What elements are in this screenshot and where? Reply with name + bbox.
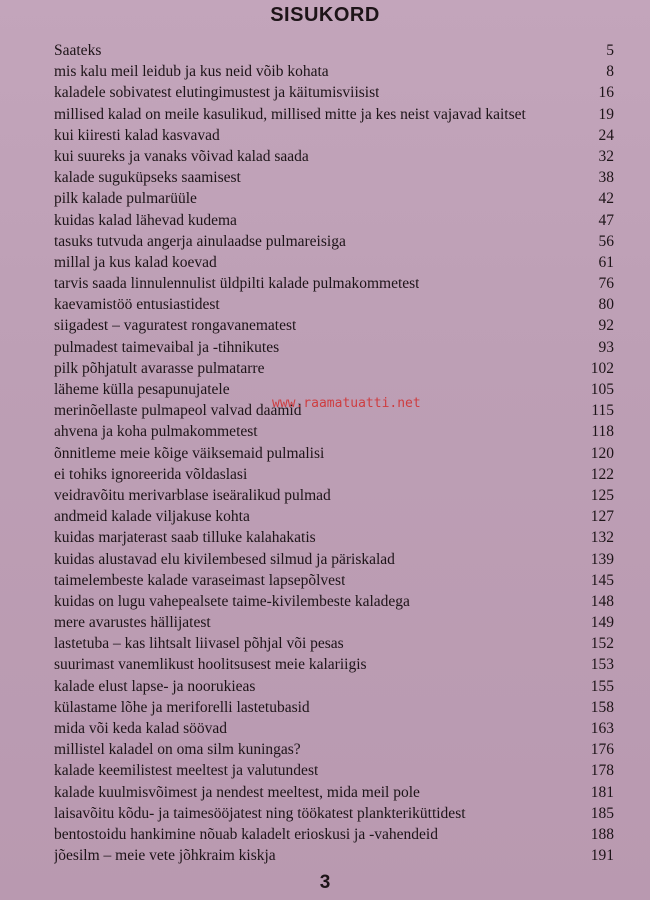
toc-entry-title: kuidas kalad lähevad kudema xyxy=(54,211,237,229)
toc-entry-title: kuidas marjaterast saab tilluke kalahakatis xyxy=(54,529,316,547)
toc-entry-title: millistel kaladel on oma silm kuningas? xyxy=(54,741,301,759)
toc-entry-title: kuidas alustavad elu kivilembesed silmud ja päriskalad xyxy=(54,550,395,568)
toc-entry-page: 120 xyxy=(590,444,614,462)
toc-entry-title: ahvena ja koha pulmakommetest xyxy=(54,423,258,441)
table-of-contents xyxy=(54,40,614,866)
toc-entry-title: külastame lõhe ja meriforelli lastetubasid xyxy=(54,698,310,716)
toc-entry xyxy=(54,252,614,273)
toc-entry-title: kalade kuulmisvõimest ja nendest meeltest, mida meil pole xyxy=(54,783,420,801)
toc-entry xyxy=(54,464,614,485)
toc-entry-title: millal ja kus kalad koevad xyxy=(54,253,217,271)
toc-entry xyxy=(54,633,614,654)
toc-entry-title: Saateks xyxy=(54,42,102,59)
toc-entry-title: kalade elust lapse- ja noorukieas xyxy=(54,677,256,695)
toc-entry-title: tasuks tutvuda angerja ainulaadse pulmareisiga xyxy=(54,232,346,250)
toc-entry-page: 115 xyxy=(591,402,614,420)
toc-entry xyxy=(54,337,614,358)
toc-entry-page: 92 xyxy=(598,317,614,335)
toc-entry-title: andmeid kalade viljakuse kohta xyxy=(54,508,250,526)
toc-entry xyxy=(54,676,614,697)
page-number: 3 xyxy=(319,872,331,893)
toc-entry xyxy=(54,443,614,464)
toc-entry-page: 16 xyxy=(598,84,614,102)
toc-entry xyxy=(54,549,614,570)
toc-entry-title: lastetuba – kas lihtsalt liivasel põhjal või pesas xyxy=(54,635,344,653)
toc-entry-page: 139 xyxy=(590,550,614,568)
toc-entry-page: 152 xyxy=(590,635,614,653)
toc-entry-page: 122 xyxy=(590,465,614,483)
page-title: SISUKORD xyxy=(270,4,380,26)
toc-entry xyxy=(54,104,614,125)
toc-entry-title: kalade suguküpseks saamisest xyxy=(54,169,241,187)
toc-entry-title: kaevamistöö entusiastidest xyxy=(54,296,220,314)
toc-entry xyxy=(54,697,614,718)
toc-entry xyxy=(54,421,614,442)
toc-entry xyxy=(54,570,614,591)
toc-entry-page: 24 xyxy=(598,126,614,144)
toc-entry xyxy=(54,591,614,612)
toc-entry xyxy=(54,40,614,61)
toc-entry xyxy=(54,718,614,739)
toc-entry-page: 132 xyxy=(590,529,614,547)
toc-entry-title: mere avarustes hällijatest xyxy=(54,614,211,632)
toc-entry-page: 127 xyxy=(590,508,614,526)
toc-entry-page: 105 xyxy=(590,381,614,398)
toc-entry xyxy=(54,760,614,781)
toc-entry-page: 153 xyxy=(590,656,614,674)
toc-entry-page: 19 xyxy=(598,105,614,123)
toc-entry xyxy=(54,188,614,209)
toc-entry-title: kui suureks ja vanaks võivad kalad saada xyxy=(54,147,309,165)
toc-entry-title: bentostoidu hankimine nõuab kaladelt erioskusi ja -vahendeid xyxy=(54,825,438,843)
toc-entry xyxy=(54,231,614,252)
toc-entry-title: tarvis saada linnulennulist üldpilti kalade pulmakommetest xyxy=(54,275,420,293)
toc-entry xyxy=(54,782,614,803)
toc-entry xyxy=(54,358,614,379)
toc-entry-title: ei tohiks ignoreerida võldaslasi xyxy=(54,465,248,483)
toc-entry-title: laisavõitu kõdu- ja taimesööjatest ning töökatest plankteriküttidest xyxy=(54,804,466,822)
toc-entry-title: kaladele sobivatest elutingimustest ja käitumisviisist xyxy=(54,84,380,102)
toc-entry-page: 178 xyxy=(590,762,614,780)
toc-entry-title: millised kalad on meile kasulikud, millised mitte ja kes neist vajavad kaitset xyxy=(54,105,526,123)
toc-entry-page: 163 xyxy=(590,720,614,737)
toc-entry-page: 181 xyxy=(590,783,614,801)
toc-entry-title: kui kiiresti kalad kasvavad xyxy=(54,126,220,144)
toc-entry xyxy=(54,824,614,845)
toc-entry xyxy=(54,210,614,231)
toc-entry-page: 61 xyxy=(598,253,614,271)
watermark: www.raamatuatti.net xyxy=(272,396,421,411)
toc-entry-page: 155 xyxy=(590,677,614,695)
toc-entry-title: pilk põhjatult avarasse pulmatarre xyxy=(54,359,265,377)
toc-entry-title: veidravõitu merivarblase iseäralikud pulmad xyxy=(54,486,331,504)
toc-entry-page: 191 xyxy=(590,847,614,865)
toc-entry xyxy=(54,294,614,315)
toc-entry-page: 56 xyxy=(598,232,614,250)
toc-entry xyxy=(54,125,614,146)
toc-entry-page: 5 xyxy=(606,42,614,59)
toc-entry-title: merinõellaste pulmapeol valvad daamid xyxy=(54,402,302,420)
toc-entry xyxy=(54,803,614,824)
toc-entry xyxy=(54,739,614,760)
toc-entry-page: 176 xyxy=(590,741,614,759)
toc-entry-page: 185 xyxy=(590,804,614,822)
toc-entry-page: 8 xyxy=(606,63,614,81)
toc-entry-title: õnnitleme meie kõige väiksemaid pulmalisi xyxy=(54,444,325,462)
toc-entry-title: mis kalu meil leidub ja kus neid võib kohata xyxy=(54,63,329,81)
toc-entry-page: 32 xyxy=(598,147,614,165)
toc-entry-page: 125 xyxy=(590,486,614,504)
toc-entry-title: pilk kalade pulmarüüle xyxy=(54,190,197,208)
toc-entry-title: siigadest – vaguratest rongavanematest xyxy=(54,317,297,335)
toc-entry-title: kalade keemilistest meeltest ja valutundest xyxy=(54,762,319,780)
toc-entry xyxy=(54,506,614,527)
toc-entry-page: 80 xyxy=(598,296,614,314)
toc-entry-page: 158 xyxy=(590,698,614,716)
toc-entry-page: 148 xyxy=(590,592,614,610)
toc-entry xyxy=(54,527,614,548)
toc-entry-title: jõesilm – meie vete jõhkraim kiskja xyxy=(54,847,276,865)
toc-entry-title: taimelembeste kalade varaseimast lapsepõlvest xyxy=(54,571,346,589)
toc-entry-page: 38 xyxy=(598,169,614,187)
toc-entry xyxy=(54,82,614,103)
toc-entry-page: 188 xyxy=(590,825,614,843)
toc-entry-page: 76 xyxy=(598,275,614,293)
toc-entry-title: kuidas on lugu vahepealsete taime-kivilembeste kaladega xyxy=(54,592,410,610)
toc-entry xyxy=(54,167,614,188)
toc-entry xyxy=(54,845,614,866)
toc-entry-page: 118 xyxy=(591,423,614,441)
toc-entry xyxy=(54,315,614,336)
toc-entry-page: 102 xyxy=(590,359,614,377)
toc-entry-page: 42 xyxy=(598,190,614,208)
toc-entry-title: mida või keda kalad söövad xyxy=(54,720,228,737)
toc-entry xyxy=(54,654,614,675)
toc-entry-page: 145 xyxy=(590,571,614,589)
toc-entry xyxy=(54,379,614,400)
toc-entry xyxy=(54,400,614,421)
toc-entry xyxy=(54,612,614,633)
toc-entry-title: pulmadest taimevaibal ja -tihnikutes xyxy=(54,338,280,356)
toc-entry-title: läheme külla pesapunujatele xyxy=(54,381,230,398)
toc-entry xyxy=(54,146,614,167)
toc-entry xyxy=(54,61,614,82)
toc-entry xyxy=(54,273,614,294)
toc-entry-title: suurimast vanemlikust hoolitsusest meie kalariigis xyxy=(54,656,367,674)
toc-entry-page: 93 xyxy=(598,338,614,356)
toc-entry-page: 47 xyxy=(598,211,614,229)
toc-entry-page: 149 xyxy=(590,614,614,632)
toc-entry xyxy=(54,485,614,506)
